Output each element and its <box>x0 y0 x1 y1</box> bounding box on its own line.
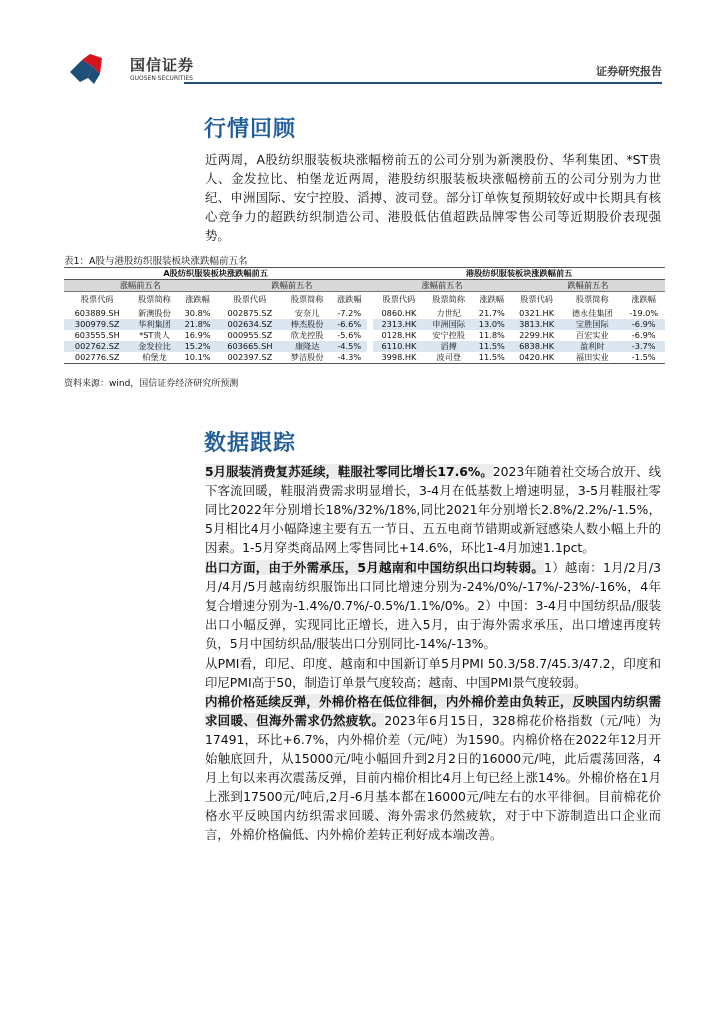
lead: 5月服装消费复苏延续，鞋服社零同比增长17.6%。 <box>205 464 493 479</box>
table-cell: 宝胜国际 <box>562 319 622 330</box>
table-cell: 梦洁股份 <box>283 352 331 364</box>
table-cell: 000955.SZ <box>227 330 273 340</box>
table-cell: 0420.HK <box>511 352 562 364</box>
data-paragraph-1 <box>205 462 661 557</box>
table-cell: 安奈儿 <box>294 307 320 318</box>
table-cell: -19.0% <box>629 308 659 318</box>
table-cell: 力世纪 <box>436 307 461 318</box>
table-cell: 30.8% <box>184 308 211 318</box>
table-cell: 波司登 <box>425 352 473 364</box>
section-title-data-tracking: 数据跟踪 <box>204 431 297 456</box>
table-cell: -3.7% <box>622 341 665 352</box>
body: 从PMI看，印尼、印度、越南和中国新订单5月PMI 50.3/58.7/45.3/47.2，印度和印尼PMI高于50，制造订单景气度较高；越南、中国PMI景气度较弱。 <box>205 656 661 690</box>
table-cell: -1.5% <box>622 352 665 364</box>
table-cell: 002634.SZ <box>217 319 283 330</box>
table-cell: -7.2% <box>337 308 362 318</box>
table-cell: 300979.SZ <box>64 319 130 330</box>
logo-text-en: GUOSEN SECURITIES <box>130 75 193 82</box>
column-header: 涨跌幅 <box>631 294 656 305</box>
lead: 内棉价格延续反弹，外棉价格在低位徘徊，内外棉价差由负转正，反映国内纺织需求回暖、但海外需求仍然疲软。 <box>205 694 661 728</box>
body: 2023年6月15日，328棉花价格指数（元/吨）为17491，环比+6.7%，内外棉价差（元/吨）为1590。内棉价格在2022年12月开始触底回升，从15000元/吨小幅回升到2月2日的16000元/吨，此后震荡回落，4月上旬以来再次震荡反弹，目前内棉价相比4月上旬已经上涨14%。外棉价格在1月上涨到17500元/吨后,2月-6月基本都在16000元/吨左右的水平徘徊。目前棉花价格水平反映国内纺织需求回暖、海外需求仍然疲软，对于中下游制造出口企业而言，外棉价格偏低、内外棉价差转正利好成本端改善。 <box>205 713 661 842</box>
guosen-logo-icon <box>70 52 126 84</box>
table-row <box>64 308 665 319</box>
column-header: 股票简称 <box>138 294 171 305</box>
table-cell: 6838.HK <box>511 341 562 352</box>
table-cell: 滔搏 <box>425 341 473 352</box>
table-cell: 百宏实业 <box>575 329 609 340</box>
table-caption: 表1：A股与港股纺织服装板块涨跌幅前五名 <box>64 256 248 267</box>
table-cell: 002875.SZ <box>227 308 273 318</box>
table-cell: 0321.HK <box>519 308 555 318</box>
table-cell: *ST贵人 <box>139 329 170 340</box>
lead: 出口方面，由于外需承压，5月越南和中国纺织出口均转弱。 <box>205 560 545 575</box>
market-review-paragraph: 近两周，A股纺织服装板块涨幅榜前五的公司分别为新澳股份、华利集团、*ST贵人、金发拉比、柏堡龙近两周，港股纺织服装板块涨幅榜前五的公司分别为力世纪、申洲国际、安宁控股、滔搏、波司登。部分订单恢复预期较好或中长期具有核心竞争力的超跌纺织制造公司、港股低估值超跌品牌零售公司等近期股价表现强势。 <box>205 152 661 243</box>
column-header: 股票代码 <box>233 294 267 305</box>
column-header: 涨跌幅 <box>336 294 362 305</box>
table-cell: 10.1% <box>179 352 217 364</box>
body: 1）越南：1月/2月/3月/4月/5月越南纺织服饰出口同比增速分别为-24%/0%/-17%/-23%/-16%，4年复合增速分别为-1.4%/0.7%/-0.5%/1.1%/0%。2）中国：3-4月中国纺织品/服装出口小幅反弹，实现同比正增长，进入5月，由于海外需求承压，出口增速再度转负，5月中国纺织品/服装出口分别同比-14%/-13%。 <box>205 560 661 651</box>
column-header: 股票代码 <box>520 294 553 305</box>
table-cell: 柏堡龙 <box>130 352 178 364</box>
table-cell: 0128.HK <box>381 330 417 340</box>
hk-share-title: 港股纺织服装板块涨跌幅前五 <box>373 268 665 280</box>
table-cell: 11.8% <box>478 330 505 340</box>
table-row <box>64 330 665 341</box>
table-cell: 16.9% <box>184 330 211 340</box>
column-header: 涨跌幅 <box>479 294 505 305</box>
table-cell: 德永佳集团 <box>571 307 613 318</box>
a-top-label: 涨幅前五名 <box>64 280 217 292</box>
a-share-title: A股纺织服装板块涨跌幅前五 <box>64 268 367 280</box>
table-cell: 21.8% <box>179 319 217 330</box>
table-cell: 13.0% <box>473 319 511 330</box>
report-type: 证券研究报告 <box>596 65 662 78</box>
data-paragraph-3 <box>205 654 661 692</box>
table-row <box>64 341 665 352</box>
column-header: 涨跌幅 <box>185 294 210 305</box>
table-cell: 002776.SZ <box>64 352 130 364</box>
guosen-logo <box>70 52 200 84</box>
table-cell: 603555.SH <box>74 330 120 340</box>
table-cell: 002397.SZ <box>217 352 283 364</box>
table-source: 资料来源：wind，国信证券经济研究所预测 <box>64 379 239 389</box>
table-cell: 福田实业 <box>562 352 622 364</box>
table-cell: 康隆达 <box>283 341 331 352</box>
table-cell: 11.5% <box>473 341 511 352</box>
a-bottom-label: 跌幅前五名 <box>217 280 368 292</box>
table-row <box>64 319 665 330</box>
table-cell: 3998.HK <box>373 352 424 364</box>
table-cell: 15.2% <box>179 341 217 352</box>
table-cell: 安宁控股 <box>432 329 466 340</box>
table-cell: -5.6% <box>337 330 362 340</box>
table-cell: 申洲国际 <box>425 319 473 330</box>
table-cell: 金发拉比 <box>130 341 178 352</box>
column-header: 股票代码 <box>80 294 114 305</box>
table-cell: 3813.HK <box>511 319 562 330</box>
table-cell: 603889.SH <box>74 308 120 318</box>
column-header: 股票简称 <box>575 294 609 305</box>
header-divider <box>184 82 662 84</box>
table-cell: 欣龙控股 <box>290 329 324 340</box>
table-cell: 新澳股份 <box>138 307 171 318</box>
top-movers-table <box>64 267 665 364</box>
table-cell: 603665.SH <box>217 341 283 352</box>
table-cell: -6.6% <box>331 319 367 330</box>
table-cell: 华利集团 <box>130 319 178 330</box>
table-cell: 21.7% <box>478 308 505 318</box>
data-paragraph-4 <box>205 692 661 844</box>
column-header: 股票简称 <box>432 294 466 305</box>
data-paragraph-2 <box>205 558 661 653</box>
table-cell: -6.9% <box>622 319 665 330</box>
table-cell: 11.5% <box>473 352 511 364</box>
table-cell: 盈利时 <box>562 341 622 352</box>
table-cell: 6110.HK <box>373 341 424 352</box>
logo-text-cn: 国信证券 <box>130 56 195 74</box>
body: 2023年随着社交场合放开、线下客流回暖，鞋服消费需求明显增长，3-4月在低基数上增速明显，3-5月鞋服社零同比2022年分别增长18%/32%/18%,同比2021年分别增长2.8%/2.2%/-1.5%，5月相比4月小幅降速主要有五一节日、五五电商节错期或新冠感染人数小幅上升的因素。1-5月穿类商品网上零售同比+14.6%，环比1-4月加速1.1pct。 <box>205 464 661 555</box>
table-cell: -6.9% <box>631 330 656 340</box>
table-cell: 002762.SZ <box>64 341 130 352</box>
table-cell: -4.5% <box>331 341 367 352</box>
table-cell: -4.3% <box>331 352 367 364</box>
column-header: 股票简称 <box>290 294 324 305</box>
table-cell: 2313.HK <box>373 319 424 330</box>
table-cell: 2299.HK <box>519 330 555 340</box>
column-header: 股票代码 <box>382 294 416 305</box>
hk-top-label: 涨幅前五名 <box>373 280 511 292</box>
table-cell: 棒杰股份 <box>283 319 331 330</box>
table-row <box>64 352 665 364</box>
section-title-market-review: 行情回顾 <box>204 117 297 142</box>
hk-bottom-label: 跌幅前五名 <box>511 280 665 292</box>
table-cell: 0860.HK <box>381 308 417 318</box>
